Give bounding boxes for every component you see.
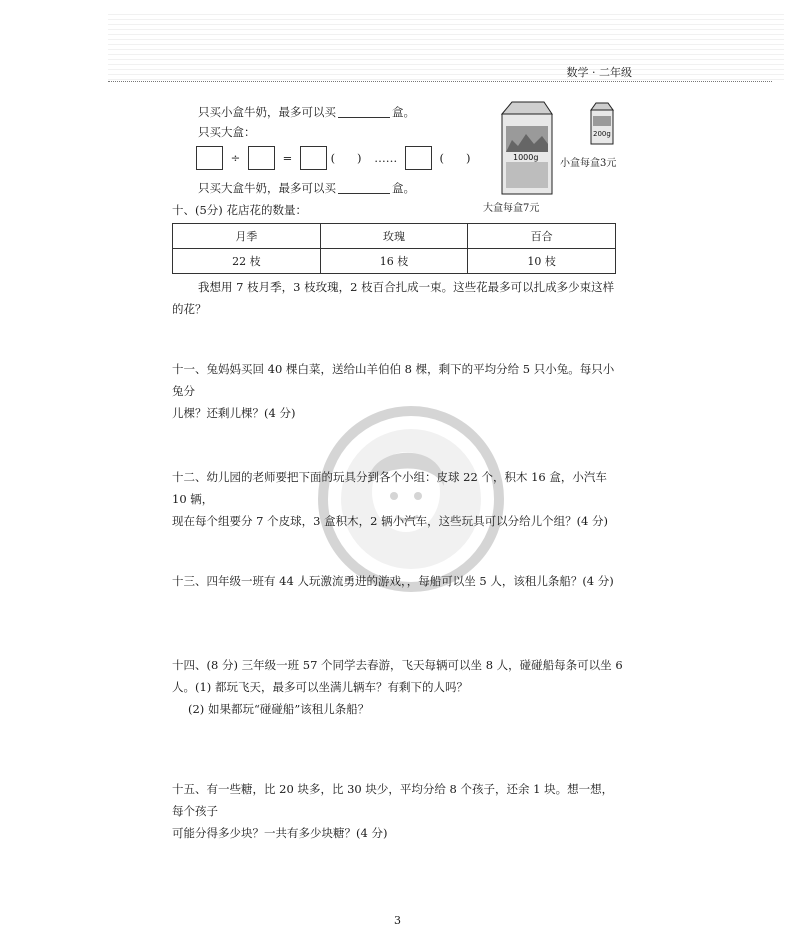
- table-cell: 22 枝: [173, 249, 321, 274]
- q15-line: 可能分得多少块？一共有多少块糖？(4 分): [172, 826, 388, 840]
- q14-line: 人。(1) 都玩飞天，最多可以坐满儿辆车？有剩下的人吗？: [172, 680, 468, 694]
- q13: [172, 570, 624, 592]
- equals-sign: =: [282, 151, 293, 165]
- remainder-sign: ……: [374, 151, 398, 165]
- divisor-box[interactable]: [248, 146, 275, 170]
- q14-line: 十四、(8 分) 三年级一班 57 个同学去春游，飞天每辆可以坐 8 人，碰碰船每条可以坐 6: [172, 658, 623, 672]
- q12-line: 现在每个组要分 7 个皮球，3 盒积木，2 辆小汽车，这些玩具可以分给儿个组？(4 分): [172, 514, 609, 528]
- table-cell: 16 枝: [320, 249, 468, 274]
- box-unit: 盒。: [392, 181, 415, 195]
- q12-line: 十二、幼儿园的老师要把下面的玩具分到各个小组：皮球 22 个，积木 16 盒，小汽车 10 辆，: [172, 470, 607, 506]
- divide-sign: ÷: [230, 151, 241, 165]
- big-box-weight: 1000g: [513, 153, 539, 162]
- table-row: [173, 249, 616, 274]
- q13-line: 十三、四年级一班有 44 人玩激流勇进的游戏，，每船可以坐 5 人，该租儿条船？(4 分): [172, 574, 614, 588]
- quotient-unit[interactable]: ( ): [330, 151, 362, 165]
- small-milk-text: 只买小盒牛奶，最多可以买: [198, 105, 336, 119]
- answer-blank[interactable]: [338, 105, 390, 118]
- q10-body: [172, 276, 624, 320]
- q10-line: 我想用 7 枝月季，3 枝玫瑰，2 枝百合扎成一束。这些花最多可以扎成多少束这样: [198, 280, 615, 294]
- header-divider: [108, 81, 772, 82]
- table-header-cell: 玫瑰: [320, 224, 468, 249]
- box-unit: 盒。: [392, 105, 415, 119]
- q11-line: 儿棵？还剩儿棵？(4 分): [172, 406, 296, 420]
- page-number: 3: [394, 914, 401, 927]
- q12: [172, 466, 624, 532]
- dividend-box[interactable]: [196, 146, 223, 170]
- table-header-cell: 百合: [468, 224, 616, 249]
- big-box-price: 大盒每盒7元: [483, 203, 540, 214]
- small-box-price: 小盒每盒3元: [560, 158, 617, 169]
- big-box-label: 只买大盒：: [198, 125, 256, 139]
- table-header-cell: 月季: [173, 224, 321, 249]
- table-header-row: [173, 224, 616, 249]
- small-box-weight: 200g: [593, 130, 611, 138]
- answer-blank[interactable]: [338, 181, 390, 194]
- q10-line: 的花？: [172, 302, 207, 316]
- flower-table: [172, 223, 616, 274]
- q15: [172, 778, 624, 844]
- division-formula: [196, 146, 476, 170]
- small-milk-carton-image: [588, 102, 616, 146]
- q14: [172, 654, 624, 720]
- table-cell: 10 枝: [468, 249, 616, 274]
- big-milk-line: [198, 180, 415, 196]
- q15-line: 十五、有一些糖，比 20 块多，比 30 块少，平均分给 8 个孩子，还余 1 块。想一想，每个孩子: [172, 782, 614, 818]
- remainder-unit[interactable]: ( ): [439, 151, 471, 165]
- big-milk-text: 只买大盒牛奶，最多可以买: [198, 181, 336, 195]
- header-lines: [108, 14, 784, 84]
- page-header-title: 数学 · 二年级: [566, 66, 632, 79]
- remainder-box[interactable]: [405, 146, 432, 170]
- q11-line: 十一、兔妈妈买回 40 棵白菜，送给山羊伯伯 8 棵，剩下的平均分给 5 只小兔。每只小兔分: [172, 362, 615, 398]
- quotient-box[interactable]: [300, 146, 327, 170]
- small-milk-line: [198, 104, 415, 120]
- big-milk-carton-image: [498, 100, 556, 196]
- q14-line: (2) 如果都玩“碰碰船”该租儿条船？: [188, 702, 370, 716]
- q10-title: 十、(5分) 花店花的数量：: [172, 203, 307, 217]
